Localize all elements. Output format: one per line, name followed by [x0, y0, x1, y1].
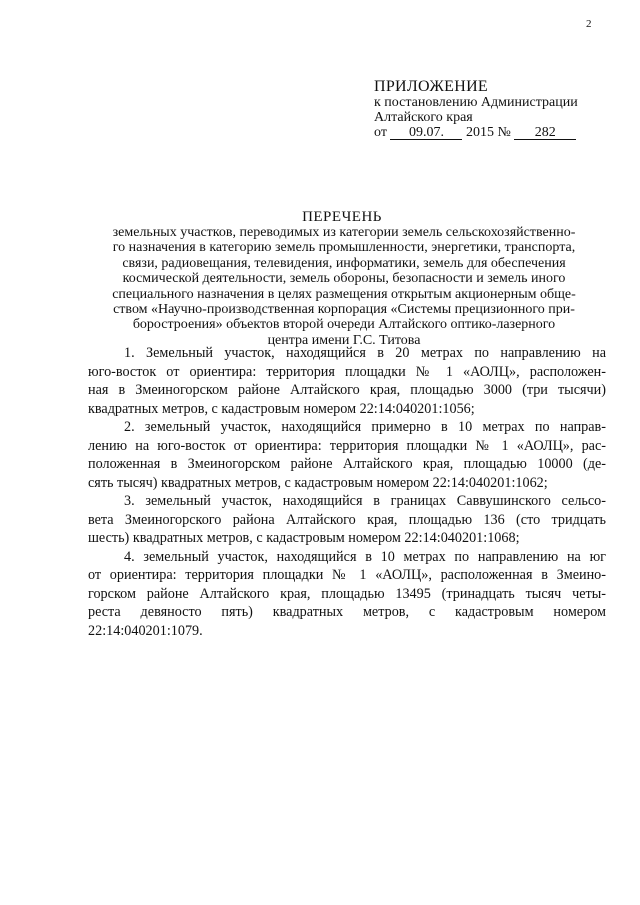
subtitle-line: центра имени Г.С. Титова: [267, 332, 421, 348]
list-item: [88, 344, 606, 418]
item-line: ная в Змеиногорском районе Алтайского края, площадью 3000 (три тысячи): [88, 382, 606, 398]
item-line: 4. земельный участок, находящийся в 10 метрах по направлению на юг: [124, 548, 606, 565]
subtitle-line: космической деятельности, земель обороны, безопасности и земель иного: [122, 271, 566, 287]
item-line: 1. Земельный участок, находящийся в 20 метрах по направлению на: [124, 345, 606, 361]
appendix-resolution-line: к постановлению Администрации: [374, 95, 578, 110]
appendix-date-line: [374, 125, 624, 140]
subtitle-line: боростроения» объектов второй очереди Алтайского оптико-лазерного: [132, 317, 556, 333]
appendix-region-line: Алтайского края: [374, 110, 473, 125]
subtitle-line: земельных участков, переводимых из категории земель сельскохозяйственно-: [112, 225, 576, 240]
subtitle-line: го назначения в категорию земель промышленности, энергетики, транспорта,: [112, 240, 576, 256]
list-item: [88, 418, 606, 492]
appendix-heading: ПРИЛОЖЕНИЕ: [374, 78, 489, 95]
item-line: 2. земельный участок, находящийся примерно в 10 метрах по направ-: [124, 419, 606, 435]
item-line: горском районе Алтайского края, площадью 13495 (тринадцать тысяч четы-: [88, 585, 606, 602]
subtitle-line: специального назначения в целях размещения открытым акционерным обще-: [112, 286, 576, 302]
land-plots-list: [88, 344, 606, 640]
item-line: шесть) квадратных метров, с кадастровым номером 22:14:040201:1068;: [88, 530, 520, 546]
document-subtitle: [88, 225, 600, 348]
list-item: [88, 492, 606, 548]
date-prefix: от: [374, 125, 387, 140]
item-line: реста девяносто пять) квадратных метров, с кадастровым номером: [88, 604, 606, 620]
item-line: юго-восток от ориентира: территория площадки № 1 «АОЛЦ», расположен-: [88, 363, 606, 380]
item-line: лению на юго-восток от ориентира: территория площадки № 1 «АОЛЦ», рас-: [88, 437, 606, 454]
list-item: [88, 548, 606, 641]
resolution-number: 282: [514, 126, 576, 140]
item-line: положенная в Змеиногорском районе Алтайского края, площадью 10000 (де-: [88, 456, 606, 472]
subtitle-line: связи, радиовещания, телевидения, информатики, земель для обеспечения: [122, 255, 566, 271]
item-line: от ориентира: территория площадки № 1 «АОЛЦ», расположенная в Змеино-: [88, 567, 606, 583]
item-line: 22:14:040201:1079.: [88, 622, 203, 639]
year-text: 2015 №: [465, 125, 511, 140]
item-line: 3. земельный участок, находящийся в границах Саввушинского сельсо-: [124, 493, 606, 509]
page-number: 2: [586, 18, 592, 30]
document-title: ПЕРЕЧЕНЬ: [302, 209, 382, 225]
item-line: квадратных метров, с кадастровым номером 22:14:040201:1056;: [88, 400, 475, 417]
item-line: вета Змеиногорского района Алтайского края, площадью 136 (сто тридцать: [88, 511, 606, 528]
subtitle-line: ством «Научно-производственная корпорация «Системы прецизионного при-: [113, 302, 575, 318]
item-line: сять тысяч) квадратных метров, с кадастровым номером 22:14:040201:1062;: [88, 474, 548, 491]
appendix-block: [374, 79, 624, 140]
date-value: 09.07.: [390, 126, 462, 140]
